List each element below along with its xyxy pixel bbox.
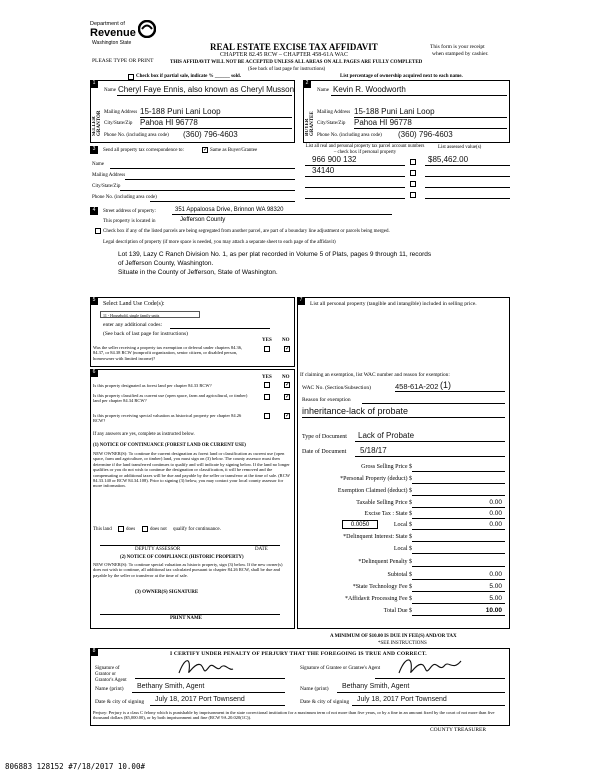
same-as-buyer-checkbox[interactable]: ✓ (203, 147, 209, 153)
seller-city-label: City/State/Zip (104, 121, 133, 126)
legal-line1[interactable]: Lot 139, Lazy C Ranch Division No. 1, as per plat recorded in Volume 5 of Plats, pages 9 through 11, records (118, 251, 432, 258)
buyer-name-label: Name (317, 88, 329, 93)
if-yes-note: If any answers are yes, complete as instructed below. (93, 432, 195, 437)
grantee-sig-label: Signature of Grantee or Grantee's Agent (300, 666, 381, 671)
value-header: List assessed value(s) (438, 145, 482, 150)
qualify-label: qualify for continuance. (173, 527, 221, 532)
street-label: Street address of property: (103, 209, 156, 214)
grantor-print-name[interactable]: Bethany Smith, Agent (137, 683, 205, 690)
s6-no-header: NO (282, 375, 290, 380)
notice1-body: NEW OWNER(S): To continue the current designation as forest land or classification as current use (open space, farm and agriculture, or timber) land, you must sign on (3) below. The county assessor must then determine if the land transferred continues to qualify and will indicate by signing below. If the land no longer qualifies or you do not wish to continue the designation or classification, it will be removed and the compensating or additional taxes will be due and payable by the seller or transferor at the time of sale. (RCW 84.33.140 or RCW 84.34.108). Prior to signing (3) below, you may contact your local county assessor for more information. (93, 451, 290, 489)
s6-q3: Is this property receiving special valuation as historical property per chapter 84.26 RCW? (93, 413, 242, 424)
s6-q2-no-checkbox[interactable]: ✓ (285, 394, 291, 400)
grantor-date-label: Date & city of signing (95, 699, 145, 705)
s6-q2: Is this property classified as current use (open space, farm and agricultural, or timber) land per chapter 84.34 RCW? (93, 393, 248, 404)
correspondence-label: Send all property tax correspondence to: (103, 148, 184, 153)
parcel-4-personal-checkbox[interactable] (410, 192, 416, 198)
gross-label: Gross Selling Price $ (361, 464, 412, 470)
grantee-date-city[interactable]: July 18, 2017 Port Townsend (357, 696, 447, 703)
grantee-print-name[interactable]: Bethany Smith, Agent (342, 683, 410, 690)
street-address[interactable]: 351 Appaloosa Drive, Brinnon WA 98320 (175, 207, 284, 213)
dept-line1: Department of (90, 21, 125, 27)
buyer-city-label: City/State/Zip (317, 121, 346, 126)
seller-phone[interactable]: (360) 796-4603 (183, 130, 238, 139)
form-notice: THIS AFFIDAVIT WILL NOT BE ACCEPTED UNLESS ALL AREAS ON ALL PAGES ARE FULLY COMPLETED (170, 60, 423, 65)
same-as-buyer-label: Same as Buyer/Grantee (210, 148, 258, 153)
buyer-phone[interactable]: (360) 796-4603 (398, 130, 453, 139)
local-rate[interactable]: 0.0050 (342, 520, 378, 529)
section-6-number: 6 (90, 369, 98, 377)
section-3-number: 3 (90, 146, 98, 154)
exemption-claimed-label: Exemption Claimed (deduct) $ (337, 488, 412, 494)
legal-line3[interactable]: Situate in the County of Jefferson, State of Washington. (118, 269, 278, 276)
processing-fee-value[interactable]: 5.00 (489, 595, 502, 602)
s6-q1: Is this property designated as forest land per chapter 84.33 RCW? (93, 383, 212, 388)
form-title: REAL ESTATE EXCISE TAX AFFIDAVIT (210, 42, 378, 52)
section-1-number: 1 (90, 80, 98, 88)
s6-q3-yes-checkbox[interactable] (264, 413, 270, 419)
taxable-label: Taxable Selling Price $ (356, 500, 412, 506)
parcel-header: List all real and personal property tax parcel account numbers – check box if personal property (305, 144, 425, 155)
receipt-line2: when stamped by cashier. (432, 51, 489, 57)
notice1-title: (1) NOTICE OF CONTINUANCE (FOREST LAND OR CURRENT USE) (93, 443, 246, 448)
form-subtitle: CHAPTER 82.45 RCW – CHAPTER 458-61A WAC (220, 52, 348, 58)
legal-label: Legal description of property (if more space is needed, you may attach a separate sheet to each page of the affidavit) (103, 240, 336, 245)
doc-date-label: Date of Document (302, 449, 347, 455)
segregated-note: Check box if any of the listed parcels are being segregated from another parcel, are part of a boundary line adjustment or parcels being merged. (103, 229, 390, 234)
doc-type[interactable]: Lack of Probate (358, 431, 415, 440)
tech-fee-label: *State Technology Fee $ (352, 584, 412, 590)
s6-q1-yes-checkbox[interactable] (264, 382, 270, 388)
dor-logo (90, 20, 160, 56)
grantor-date-city[interactable]: July 18, 2017 Port Townsend (155, 696, 245, 703)
county-treasurer: COUNTY TREASURER (430, 727, 487, 733)
local-tax-label: Local $ (393, 522, 412, 528)
corr-name-label: Name (92, 162, 104, 167)
notice2-title: (2) NOTICE OF COMPLIANCE (HISTORIC PROPERTY) (120, 555, 244, 560)
owner-signature-label: (3) OWNER(S) SIGNATURE (135, 590, 199, 595)
parcel-1[interactable]: 966 900 132 (312, 155, 357, 164)
section-5-number: 5 (90, 297, 98, 305)
seller-addr-label: Mailing Address (104, 110, 138, 115)
state-tax-value[interactable]: 0.00 (489, 510, 502, 517)
s5-q1-yes-checkbox[interactable] (264, 346, 270, 352)
legal-line2[interactable]: of Jefferson County, Washington. (118, 260, 214, 267)
seller-addr[interactable]: 15-188 Puni Lani Loop (140, 107, 221, 116)
section-2-number: 2 (303, 80, 311, 88)
receipt-line1: This form is your receipt (430, 44, 485, 50)
s5-yes-header: YES (262, 338, 272, 343)
parcel-2[interactable]: 34140 (312, 166, 335, 175)
buyer-addr[interactable]: 15-188 Puni Lani Loop (354, 107, 435, 116)
land-use-select[interactable]: 11 - Household, single family units (100, 311, 200, 318)
taxable-value[interactable]: 0.00 (489, 499, 502, 506)
deputy-assessor-label: DEPUTY ASSESSOR (135, 547, 181, 552)
reason-value[interactable]: inheritance-lack of probate (302, 406, 409, 416)
buyer-addr-label: Mailing Address (317, 110, 351, 115)
certify-statement: I CERTIFY UNDER PENALTY OF PERJURY THAT THE FOREGOING IS TRUE AND CORRECT. (170, 651, 427, 657)
deputy-date-label: DATE (255, 547, 268, 552)
seller-label: SELLER GRANTOR (92, 110, 102, 136)
subtotal-label: Subtotal $ (387, 572, 412, 578)
s5-q1: Was the seller receiving a property tax exemption or deferral under chapters 84.36, 84.37, or 84.38 RCW (nonprofit organization, senior citizen, or disabled person, homeowner with limited income)? (93, 345, 243, 361)
parcel-2-personal-checkbox[interactable] (410, 170, 416, 176)
section5-see-back: (See back of last page for instructions) (103, 331, 188, 337)
does-not-label: does not (150, 527, 167, 532)
subtotal-value[interactable]: 0.00 (489, 571, 502, 578)
does-label: does (126, 527, 136, 532)
land-use-label: Select Land Use Code(s): (103, 301, 165, 307)
grantor-sig-label: Signature of Grantor or Grantor's Agent (95, 666, 127, 683)
dept-line3: Washington State (92, 40, 132, 46)
see-back: (See back of last page for instructions) (248, 67, 326, 72)
local-tax-value[interactable]: 0.00 (489, 521, 502, 528)
buyer-phone-label: Phone No. (including area code) (317, 133, 382, 138)
perjury-note: Perjury: Perjury is a class C felony which is punishable by imprisonment in the state correctional institution for a maximum term of not more than five years, or by a fine in an amount fixed by the court of not more than five thousand dollars ($5,000.00), or by both imprisonment and fine (RCW 9A.20.020(1C)). (93, 710, 495, 721)
total-due-label: Total Due $ (383, 608, 412, 614)
s5-no-header: NO (282, 338, 290, 343)
notice2-body: NEW OWNER(S): To continue special valuation as historic property, sign (3) below. If the new owner(s) does not wish to continue, all additional tax calculated pursuant to chapter 84.26 RCW, shall be due and payable by the seller or transferor at the time of sale. (93, 562, 283, 578)
corr-phone-label: Phone No. (including area code) (92, 195, 157, 200)
segregated-checkbox[interactable] (95, 228, 101, 234)
cashier-stamp: 806883 128152 #7/18/2017 10.00# (5, 762, 145, 771)
does-not-checkbox[interactable] (142, 526, 148, 532)
penalty-label: *Delinquent Penalty $ (358, 559, 412, 565)
seller-phone-label: Phone No. (including area code) (104, 133, 169, 138)
county[interactable]: Jefferson County (180, 217, 226, 223)
partial-sale-label: Check box if partial sale, indicate % ______ sold. (136, 74, 242, 79)
seller-city[interactable]: Pahoa HI 96778 (140, 118, 198, 127)
tech-fee-value[interactable]: 5.00 (489, 583, 502, 590)
located-label: This property is located in (103, 219, 156, 224)
processing-fee-label: *Affidavit Processing Fee $ (344, 596, 412, 602)
value-1[interactable]: $85,462.00 (428, 155, 469, 164)
please-type: PLEASE TYPE OR PRINT (92, 58, 154, 64)
wac-number[interactable]: 458-61A-202 (395, 382, 439, 391)
buyer-city[interactable]: Pahoa HI 96778 (354, 118, 412, 127)
state-tax-label: Excise Tax : State $ (364, 511, 412, 517)
dept-line2: Revenue (90, 27, 136, 39)
grantee-signature[interactable] (395, 653, 465, 679)
personal-property-label: List all personal property (tangible and intangible) included in selling price. (310, 301, 477, 307)
s6-q1-no-checkbox[interactable]: ✓ (285, 382, 291, 388)
minimum-note: A MINIMUM OF $10.00 IS DUE IN FEE(S) AND/OR TAX (330, 634, 457, 639)
section-4-number: 4 (90, 207, 98, 215)
doc-date[interactable]: 5/18/17 (360, 446, 387, 455)
revenue-swirl-icon (138, 20, 156, 38)
section-7-number: 7 (297, 297, 305, 305)
wac-subsection[interactable]: (1) (440, 380, 451, 390)
grantee-date-label: Date & city of signing (300, 699, 350, 705)
does-checkbox[interactable] (118, 526, 124, 532)
ownership-note: List percentage of ownership acquired next to each name. (340, 74, 463, 79)
wac-label: WAC No. (Section/Subsection) (302, 385, 371, 391)
additional-codes-label: enter any additional codes: (103, 322, 163, 328)
parcel-1-personal-checkbox[interactable] (410, 159, 416, 165)
exemption-label: If claiming an exemption, list WAC number and reason for exemption: (300, 372, 450, 378)
seller-name-label: Name (104, 88, 116, 93)
section-8-number: 8 (90, 648, 98, 656)
see-instructions: *SEE INSTRUCTIONS (378, 641, 427, 646)
delinquent-state-label: *Delinquent Interest: State $ (343, 534, 412, 540)
buyer-name[interactable]: Kevin R. Woodworth (333, 85, 406, 94)
total-due-value[interactable]: 10.00 (485, 607, 502, 614)
s6-q2-yes-checkbox[interactable] (264, 394, 270, 400)
personal-deduct-label: *Personal Property (deduct) $ (340, 476, 412, 482)
grantor-signature[interactable] (175, 655, 235, 679)
buyer-label: BUYER GRANTEE (305, 111, 315, 136)
s6-q3-no-checkbox[interactable]: ✓ (285, 413, 291, 419)
s6-yes-header: YES (262, 375, 272, 380)
grantee-name-label: Name (print) (300, 686, 329, 692)
seller-name[interactable]: Cheryl Faye Ennis, also known as Cheryl Musson (118, 85, 295, 94)
this-land-label: This land (93, 527, 112, 532)
delinquent-local-label: Local $ (393, 546, 412, 552)
reason-label: Reason for exemption (302, 397, 351, 403)
parcel-3-personal-checkbox[interactable] (410, 181, 416, 187)
grantor-name-label: Name (print) (95, 686, 124, 692)
s5-q1-no-checkbox[interactable]: ✓ (285, 346, 291, 352)
corr-addr-label: Mailing Address (92, 173, 126, 178)
corr-city-label: City/State/Zip (92, 184, 121, 189)
print-name-label: PRINT NAME (170, 616, 202, 621)
doc-type-label: Type of Document (302, 434, 347, 440)
